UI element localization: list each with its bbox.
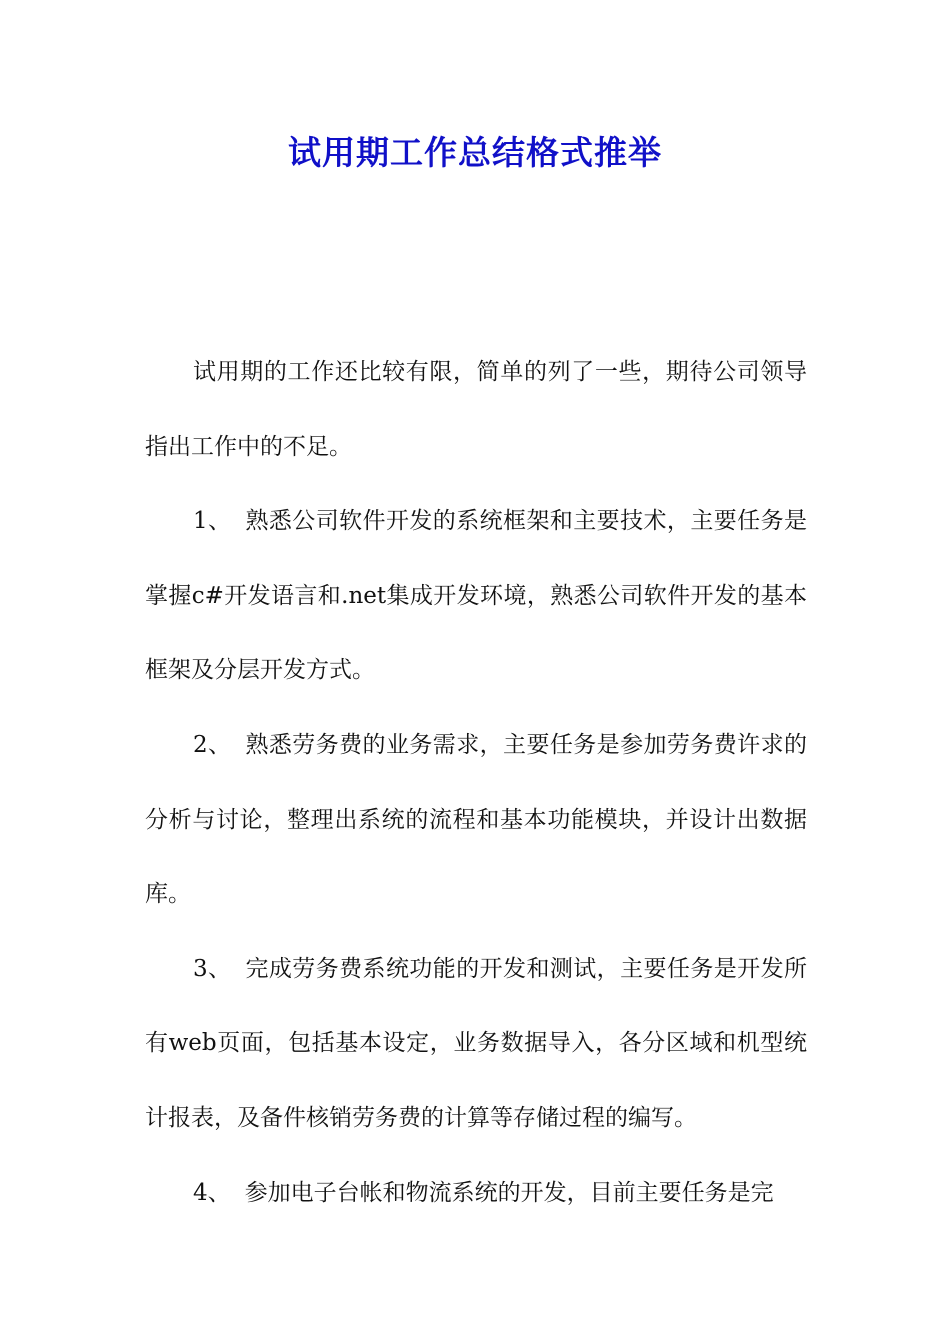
paragraph-item-4 <box>145 1156 807 1231</box>
paragraph-number: 4、 <box>193 1179 231 1206</box>
document-title: 试用期工作总结格式推举 <box>288 133 662 172</box>
document-body <box>145 335 807 1230</box>
paragraph-item-3 <box>145 932 807 1156</box>
paragraph-number: 3、 <box>193 955 232 982</box>
paragraph-number: 2、 <box>193 731 232 758</box>
paragraph-text: 试用期的工作还比较有限，简单的列了一些，期待公司领导指出工作中的不足。 <box>145 359 807 460</box>
paragraph-text: 参加电子台帐和物流系统的开发，目前主要任务是完 <box>244 1179 774 1206</box>
paragraph-item-2 <box>145 708 807 932</box>
paragraph-number: 1、 <box>193 508 232 535</box>
paragraph-text: 熟悉公司软件开发的系统框架和主要技术，主要任务是掌握c#开发语言和.net集成开发环境，熟悉公司软件开发的基本框架及分层开发方式。 <box>145 508 807 684</box>
paragraph-item-1 <box>145 484 807 708</box>
paragraph-intro <box>145 335 807 484</box>
paragraph-text: 熟悉劳务费的业务需求，主要任务是参加劳务费许求的分析与讨论，整理出系统的流程和基本功能模块，并设计出数据库。 <box>145 731 807 908</box>
paragraph-text: 完成劳务费系统功能的开发和测试，主要任务是开发所有web页面，包括基本设定，业务数据导入，各分区域和机型统计报表，及备件核销劳务费的计算等存储过程的编写。 <box>145 955 807 1131</box>
